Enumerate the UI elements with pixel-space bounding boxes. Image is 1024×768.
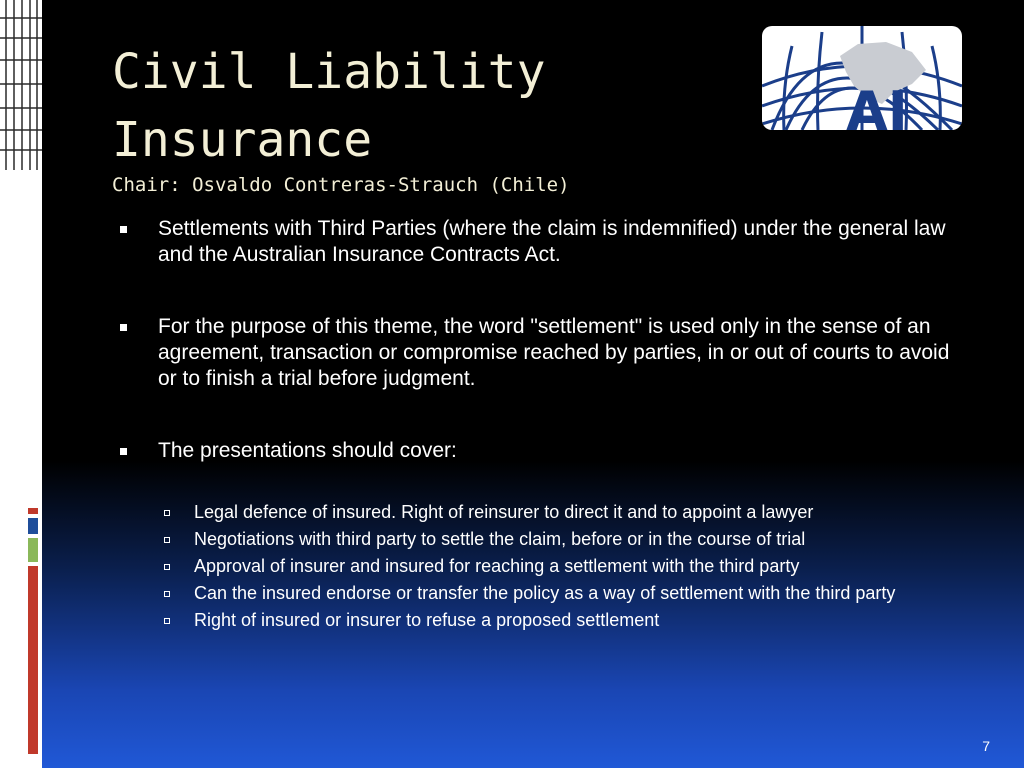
slide-title: Civil Liability Insurance xyxy=(112,44,546,168)
slide-subtitle: Chair: Osvaldo Contreras-Strauch (Chile) xyxy=(112,174,570,196)
square-bullet-icon xyxy=(120,448,127,455)
left-decorative-strip xyxy=(0,0,42,768)
sub-bullet-text: Approval of insurer and insured for reaching a settlement with the third party xyxy=(194,556,800,576)
accent-bar-red-long xyxy=(28,566,38,754)
hollow-square-bullet-icon xyxy=(164,564,170,570)
sub-bullet-text: Right of insured or insurer to refuse a proposed settlement xyxy=(194,610,660,630)
sub-bullet-item xyxy=(154,556,958,577)
sub-bullet-list xyxy=(118,502,958,631)
bullet-text: Settlements with Third Parties (where the claim is indemnified) under the general law and the Australian Insurance Contracts Act. xyxy=(158,217,946,266)
accent-bar-blue xyxy=(28,518,38,534)
bullet-item xyxy=(118,216,958,268)
square-bullet-icon xyxy=(120,226,127,233)
accent-bar-green xyxy=(28,538,38,562)
bullet-text: For the purpose of this theme, the word "settlement" is used only in the sense of an agreement, transaction or compromise reached by parties, in or out of courts to avoid or to finish a trial before judgment. xyxy=(158,315,950,390)
bullet-item xyxy=(118,438,958,464)
bullet-list xyxy=(118,216,958,464)
sub-bullet-item xyxy=(154,502,958,523)
logo-lettering: AI xyxy=(846,80,908,130)
slide-body xyxy=(118,216,958,637)
bullet-item xyxy=(118,314,958,392)
page-number: 7 xyxy=(982,738,990,754)
sub-bullet-text: Legal defence of insured. Right of reinsurer to direct it and to appoint a lawyer xyxy=(194,502,814,522)
square-bullet-icon xyxy=(120,324,127,331)
bullet-text: The presentations should cover: xyxy=(158,439,457,462)
globe-logo-graphic xyxy=(762,26,962,130)
hollow-square-bullet-icon xyxy=(164,510,170,516)
hollow-square-bullet-icon xyxy=(164,591,170,597)
globe-logo-icon xyxy=(762,26,962,130)
sub-bullet-item xyxy=(154,583,958,604)
hollow-square-bullet-icon xyxy=(164,537,170,543)
hollow-square-bullet-icon xyxy=(164,618,170,624)
sub-bullet-text: Can the insured endorse or transfer the policy as a way of settlement with the third party xyxy=(194,583,896,603)
sub-bullet-item xyxy=(154,610,958,631)
accent-bar-red-short xyxy=(28,508,38,514)
window-frame-pattern xyxy=(0,0,42,180)
sub-bullet-text: Negotiations with third party to settle the claim, before or in the course of trial xyxy=(194,529,806,549)
sub-bullet-item xyxy=(154,529,958,550)
